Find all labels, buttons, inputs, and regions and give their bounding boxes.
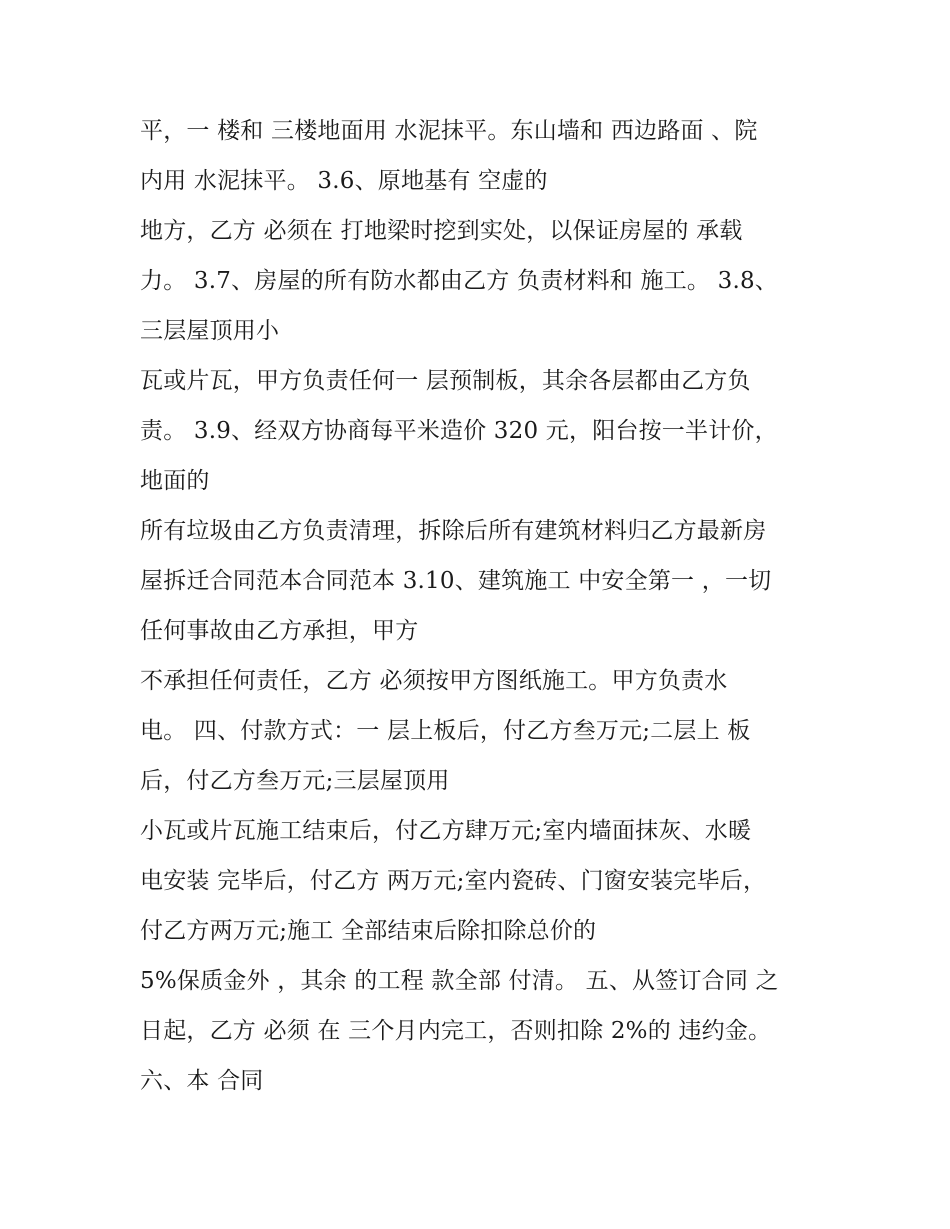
text-line: 日起，乙方 必须 在 三个月内完工，否则扣除 2%的 违约金。 bbox=[140, 1018, 772, 1044]
text-line: 5%保质金外 ，其余 的工程 款全部 付清。 五、从签订合同 之 bbox=[140, 968, 779, 994]
text-line: 任何事故由乙方承担，甲方 bbox=[140, 618, 419, 644]
text-line: 责。 3.9、经双方协商每平米造价 320 元，阳台按一半计价， bbox=[140, 418, 778, 444]
text-line: 瓦或片瓦，甲方负责任何一 层预制板，其余各层都由乙方负 bbox=[140, 368, 751, 394]
text-line: 力。 3.7、房屋的所有防水都由乙方 负责材料和 施工。 3.8、 bbox=[140, 268, 778, 294]
text-line: 所有垃圾由乙方负责清理，拆除后所有建筑材料归乙方最新房 bbox=[140, 518, 767, 544]
text-line: 平，一 楼和 三楼地面用 水泥抹平。东山墙和 西边路面 、院 bbox=[140, 118, 758, 144]
text-line: 屋拆迁合同范本合同范本 3.10、建筑施工 中安全第一 ，一切 bbox=[140, 568, 772, 594]
text-line: 地方，乙方 必须在 打地梁时挖到实处，以保证房屋的 承载 bbox=[140, 218, 743, 244]
text-line: 后，付乙方叁万元;三层屋顶用 bbox=[140, 768, 450, 794]
text-line: 三层屋顶用小 bbox=[140, 318, 280, 344]
text-line: 六、本 合同 bbox=[140, 1068, 264, 1094]
text-line: 电安装 完毕后，付乙方 两万元;室内瓷砖、门窗安装完毕后， bbox=[140, 868, 767, 894]
text-line: 小瓦或片瓦施工结束后，付乙方肆万元;室内墙面抹灰、水暖 bbox=[140, 818, 752, 844]
text-line: 内用 水泥抹平。 3.6、原地基有 空虚的 bbox=[140, 168, 548, 194]
text-line: 付乙方两万元;施工 全部结束后除扣除总价的 bbox=[140, 918, 597, 944]
text-line: 不承担任何责任，乙方 必须按甲方图纸施工。甲方负责水 bbox=[140, 668, 728, 694]
text-line: 地面的 bbox=[140, 468, 210, 494]
contract-text-body bbox=[140, 108, 830, 1108]
text-line: 电。 四、付款方式：一 层上板后，付乙方叁万元;二层上 板 bbox=[140, 718, 751, 744]
